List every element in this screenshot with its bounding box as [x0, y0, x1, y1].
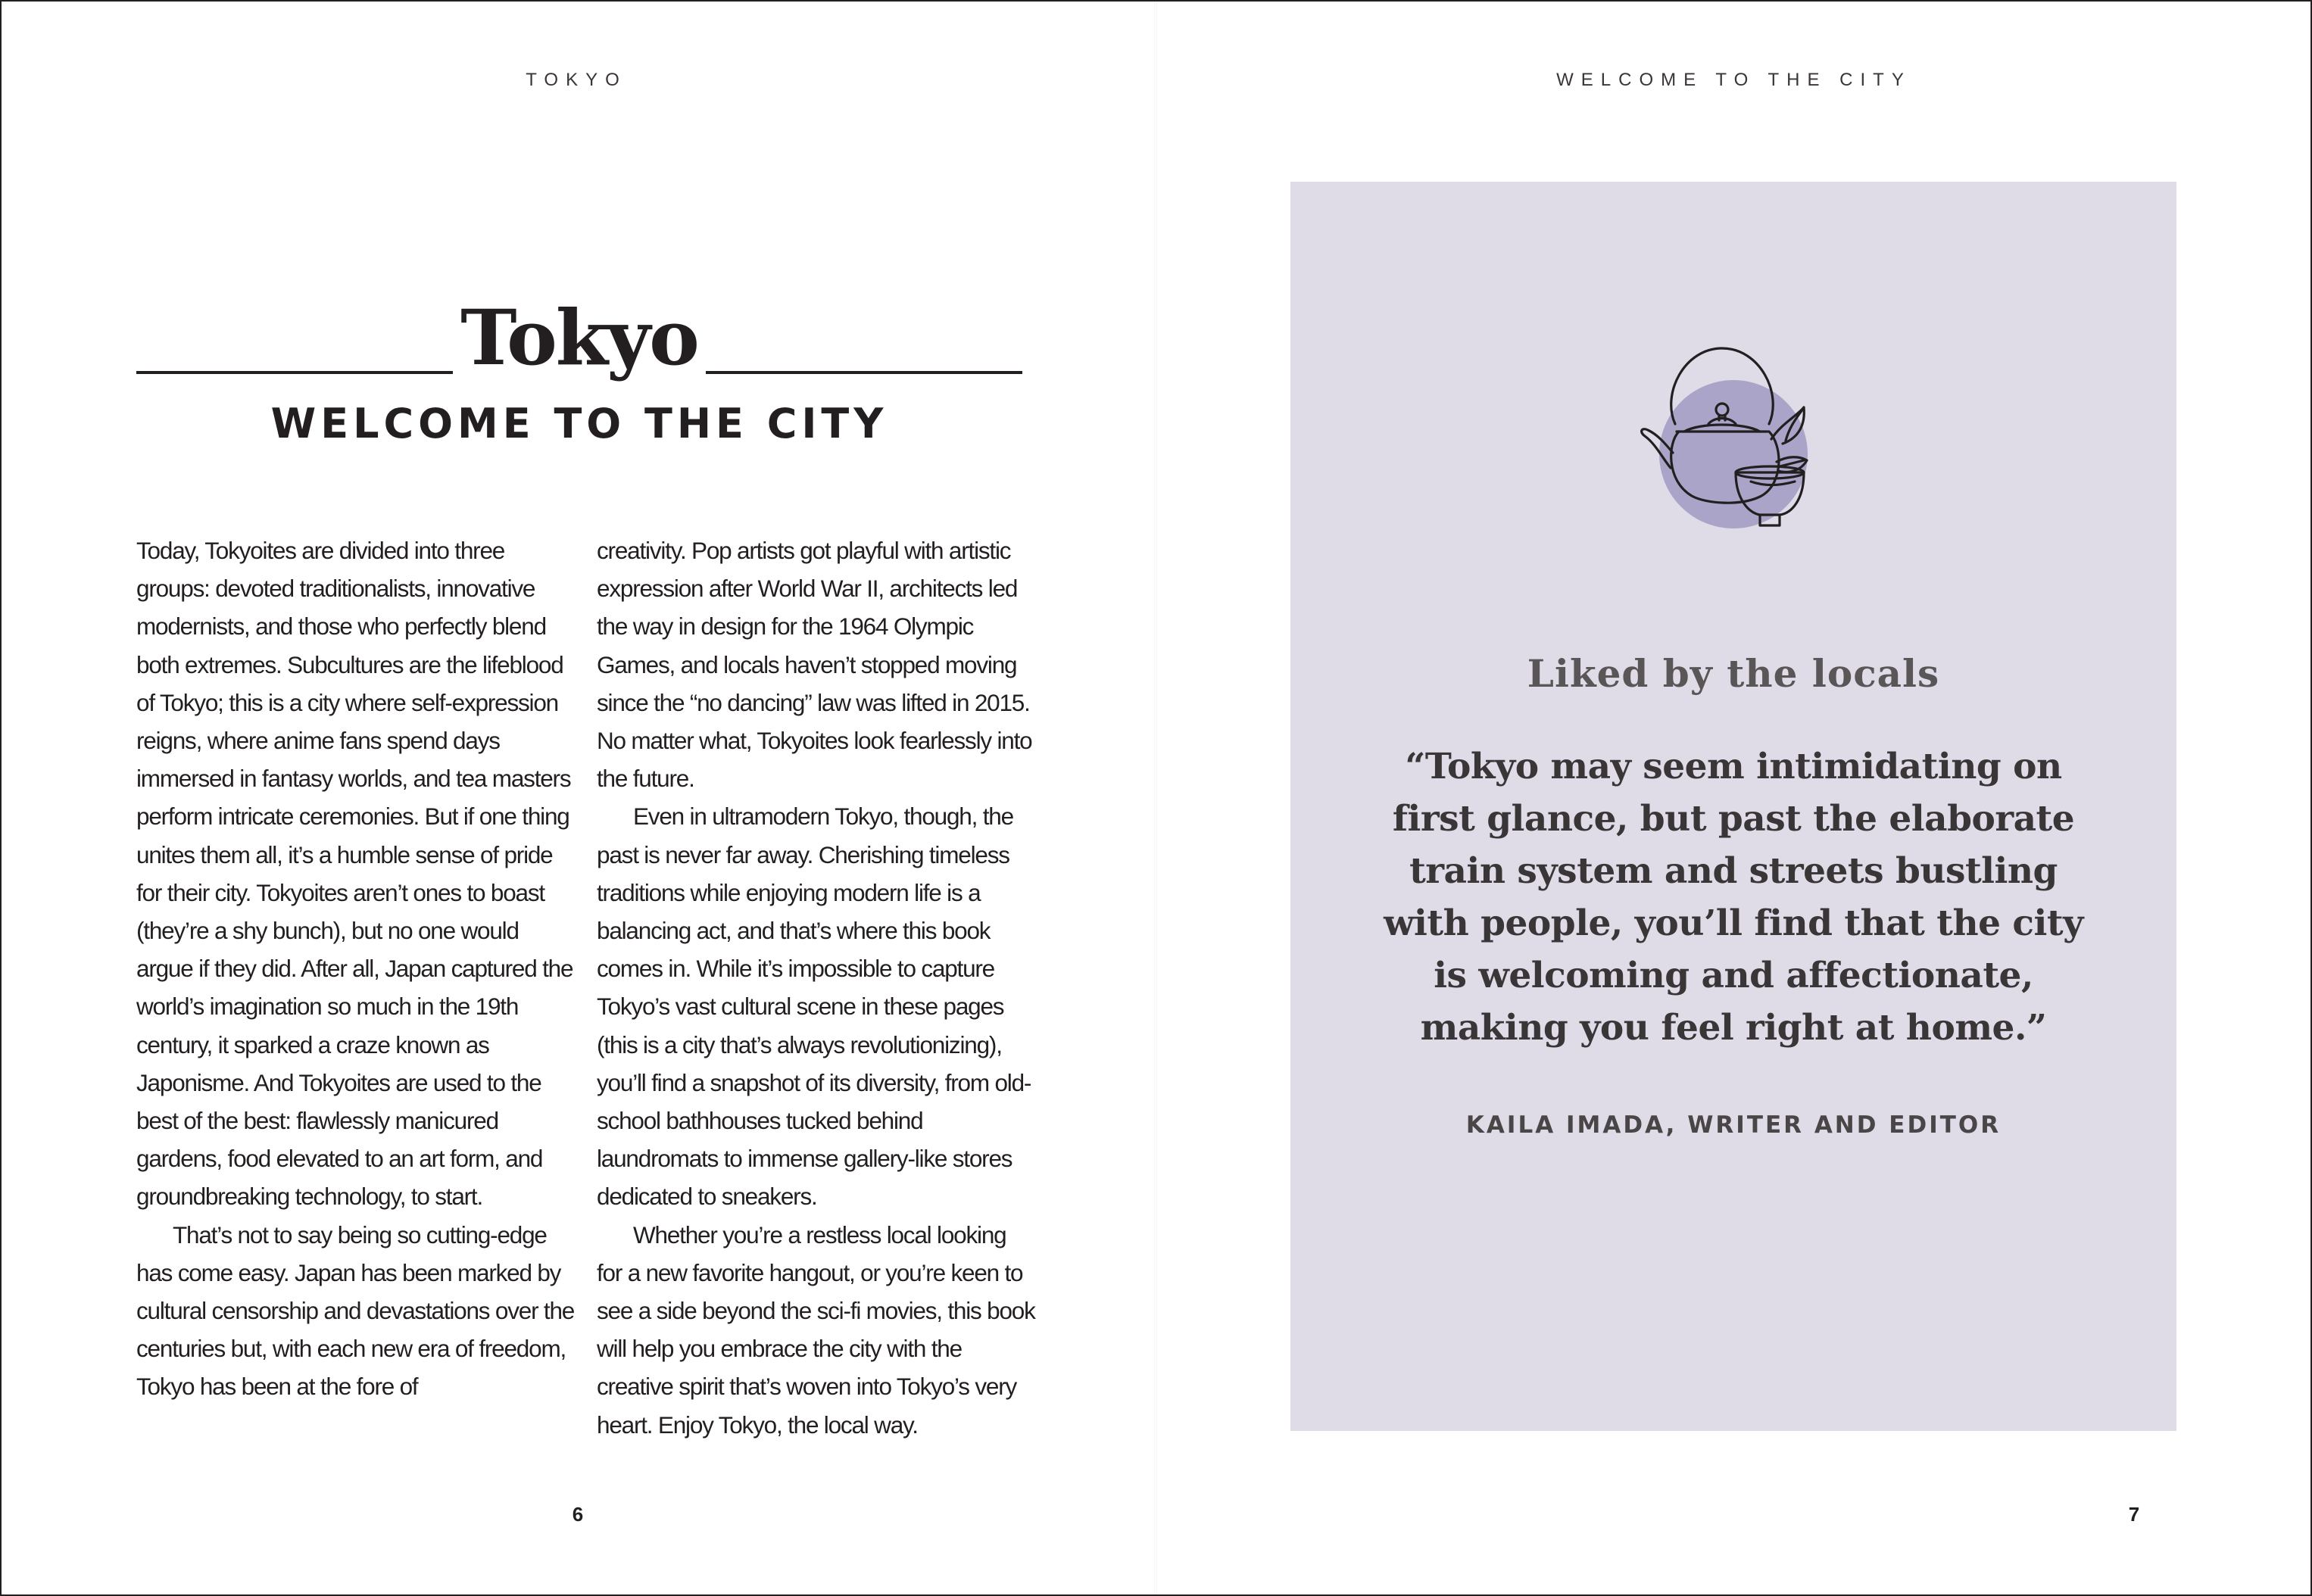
body-paragraph: Today, Tokyoites are divided into three groups: devoted traditionalists, innovative modernists, and those who perfectly blend both extremes. Subcultures are the lifeblood of Tokyo; this is a city where self-expression reigns, where anime fans spend days immersed in fantasy worlds, and tea masters perform intricate ceremonies. But if one thing unites them all, it’s a humble sense of pride for their city. Tokyoites aren’t ones to boast (they’re a shy bunch), but no one would argue if they did. After all, Japan captured the world’s imagination so much in the 19th century, it sparked a craze known as Japonisme. And Tokyoites are used to the best of the best: flawlessly manicured gardens, food elevated to an art form, and groundbreaking technology, to start. [136, 537, 573, 1211]
quote-panel [1290, 182, 2176, 1431]
quote-attribution: KAILA IMADA, WRITER AND EDITOR [1465, 1111, 2002, 1139]
running-head-left [0, 70, 1154, 91]
body-paragraph: Even in ultramodern Tokyo, though, the past is never far away. Cherishing timeless traditions while enjoying modern life is a balancing act, and that’s where this book comes in. While it’s impossible to capture Tokyo’s vast cultural scene in these pages (this is a city that’s always revolutionizing), you’ll find a snapshot of its diversity, from old-school bathhouses tucked behind laundromats to immense gallery-like stores dedicated to sneakers. [597, 803, 1031, 1211]
pull-quote: “Tokyo may seem intimidating on first glance, but past the elaborate train system and streets bustling with people, you’ll find that the city is welcoming and affectionate, making you feel right at home.” [1384, 746, 2083, 1049]
page-title [136, 295, 1022, 380]
running-head-left-text: TOKYO [526, 70, 627, 90]
running-head-right-text: WELCOME TO THE CITY [1556, 70, 1911, 90]
page-number-right: 7 [2128, 1503, 2140, 1526]
body-paragraph: Whether you’re a restless local looking for a new favorite hangout, or you’re keen to see a side beyond the sci-fi movies, this book will help you embrace the city with the creative spirit that’s woven into Tokyo’s very heart. Enjoy Tokyo, the local way. [597, 1220, 1035, 1439]
teapot-and-cup-icon [1608, 310, 1851, 553]
panel-heading: Liked by the locals [1527, 651, 1940, 696]
body-column-1 [136, 531, 576, 1406]
body-paragraph: That’s not to say being so cutting-edge has come easy. Japan has been marked by cultural censorship and devastations over the centuries but, with each new era of freedom, Tokyo has been at the fore of [136, 1220, 575, 1401]
body-paragraph: creativity. Pop artists got playful with artistic expression after World War II, architects led the way in design for the 1964 Olympic Games, and locals haven’t stopped moving since the “no dancing” law was lifted in 2015. No matter what, Tokyoites look fearlessly into the future. [597, 537, 1032, 793]
page-title-text: Tokyo [453, 293, 706, 382]
page-number-left: 6 [572, 1503, 584, 1526]
body-column-2 [597, 531, 1036, 1444]
right-page [1156, 0, 2312, 1596]
page-subtitle: WELCOME TO THE CITY [270, 400, 888, 447]
running-head-right [1156, 70, 2312, 91]
